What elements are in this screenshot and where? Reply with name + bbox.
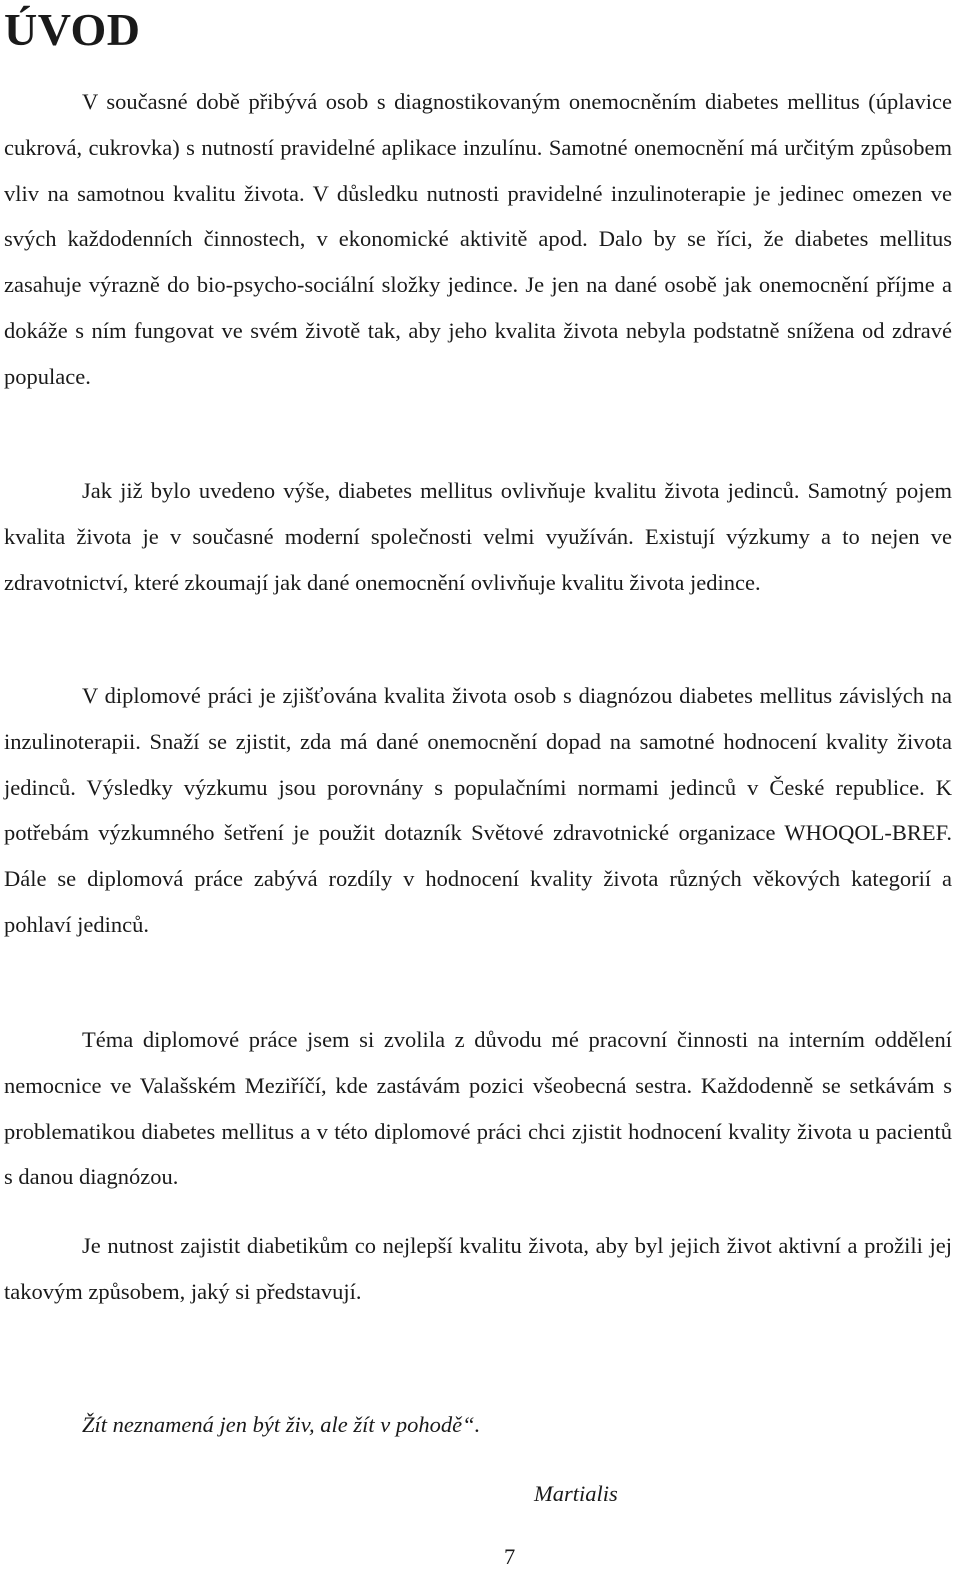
- page-number: 7: [504, 1544, 516, 1569]
- paragraph-quality-of-life: Jak již bylo uvedeno výše, diabetes mellitus ovlivňuje kvalitu života jedinců. Samotný pojem kvalita života je v současné moderní společnosti velmi využíván. Existují výzkumy a to nejen ve zdravotnictví, které zkoumají jak dané onemocnění ovlivňuje kvalitu života jedince.: [4, 478, 952, 595]
- paragraph-intro: V současné době přibývá osob s diagnostikovaným onemocněním diabetes mellitus (úplavice cukrová, cukrovka) s nutností pravidelné aplikace inzulínu. Samotné onemocnění má určitým způsobem vliv na samotnou kvalitu života. V důsledku nutnosti pravidelné inzulinoterapie je jedinec omezen ve svých každodenních činnostech, v ekonomické aktivitě apod. Dalo by se říci, že diabetes mellitus zasahuje výrazně do bio-psycho-sociální složky jedince. Je jen na dané osobě jak onemocnění příjme a dokáže s ním fungovat ve svém životě tak, aby jeho kvalita života nebyla podstatně snížena od zdravé populace.: [4, 89, 952, 389]
- paragraph-topic-choice: Téma diplomové práce jsem si zvolila z důvodu mé pracovní činnosti na interním oddělení nemocnice ve Valašském Meziříčí, kde zastávám pozici všeobecná sestra. Každodenně se setkávám s problematikou diabetes mellitus a v této diplomové práci chci zjistit hodnocení kvality života u pacientů s danou diagnózou.: [4, 1027, 952, 1190]
- section-heading: ÚVOD: [4, 4, 141, 55]
- paragraph-conclusion: Je nutnost zajistit diabetikům co nejlepší kvalitu života, aby byl jejich život aktivní a prožili jej takovým způsobem, jaký si představují.: [4, 1233, 952, 1304]
- epigraph-author: Martialis: [534, 1481, 618, 1506]
- paragraph-thesis-aim: V diplomové práci je zjišťována kvalita života osob s diagnózou diabetes mellitus závislých na inzulinoterapii. Snaží se zjistit, zda má dané onemocnění dopad na samotné hodnocení kvality života jedinců. Výsledky výzkumu jsou porovnány s populačními normami jedinců v České republice. K potřebám výzkumného šetření je použit dotazník Světové zdravotnické organizace WHOQOL-BREF. Dále se diplomová práce zabývá rozdíly v hodnocení kvality života různých věkových kategorií a pohlaví jedinců.: [4, 683, 952, 937]
- epigraph-quote: Žít neznamená jen být živ, ale žít v pohodě“.: [82, 1412, 481, 1437]
- document-page: [4, 0, 952, 1584]
